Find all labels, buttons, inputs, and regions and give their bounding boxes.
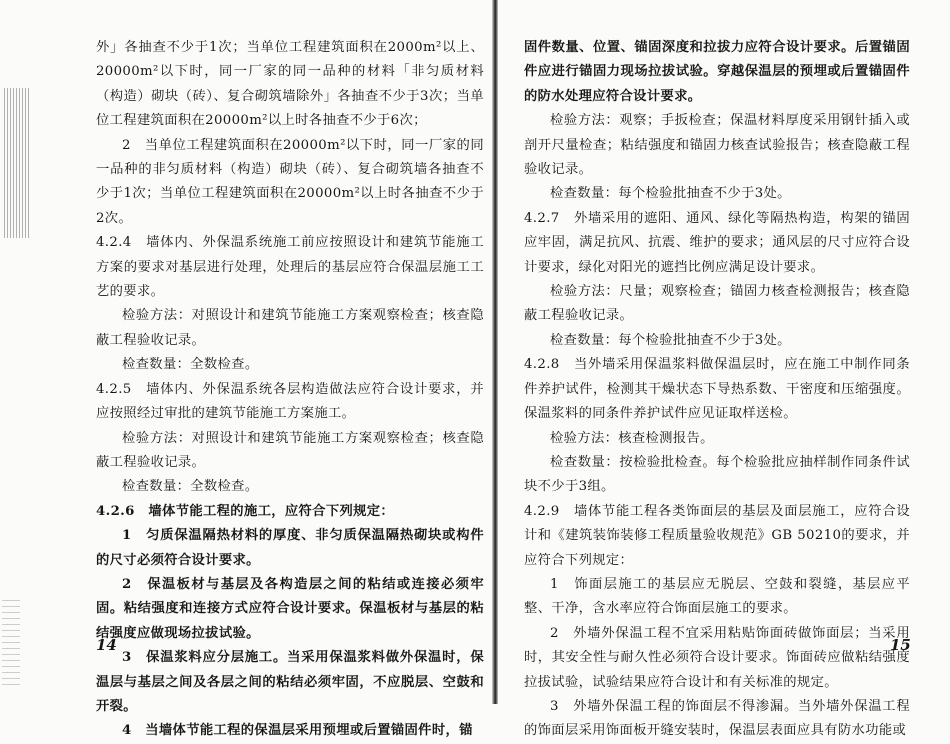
paragraph: 4.2.4 墙体内、外保温系统施工前应按照设计和建筑节能施工方案的要求对基层进行处理，处理后的基层应符合保温层施工工艺的要求。	[96, 235, 484, 300]
paragraph: 4.2.6 墙体节能工程的施工，应符合下列规定：	[96, 503, 395, 519]
paragraph: 4.2.9 墙体节能工程各类饰面层的基层及面层施工，应符合设计和《建筑装饰装修工程质量验收规范》GB 50210的要求，并应符合下列规定：	[524, 503, 910, 568]
page-number-right: 15	[890, 636, 911, 654]
paragraph: 3 保温浆料应分层施工。当采用保温浆料做外保温时，保温层与基层之间及各层之间的粘结必须牢固，不应脱层、空鼓和开裂。	[96, 650, 484, 714]
paragraph: 外」各抽查不少于1次；当单位工程建筑面积在2000m²以上、20000m²以下时，同一厂家的同一品种的材料「非匀质材料（构造）砌块（砖）、复合砌筑墙除外」各抽查不少于3次；当单位工程建筑面积在20000m²以上时各抽查不少于6次；	[96, 40, 484, 129]
book-spine	[492, 0, 498, 704]
paragraph: 检验方法：核查检测报告。	[550, 430, 714, 446]
paragraph: 检查数量：每个检验批抽查不少于3处。	[550, 332, 791, 348]
paragraph: 3 外墙外保温工程的饰面层不得渗漏。当外墙外保温工程的饰面层采用饰面板开缝安装时，保温层表面应具有防水功能或	[524, 698, 910, 739]
paragraph: 检查数量：按检验批检查。每个检验批应抽样制作同条件试块不少于3组。	[524, 454, 910, 495]
paragraph: 4.2.8 当外墙采用保温浆料做保温层时，应在施工中制作同条件养护试件，检测其干燥状态下导热系数、干密度和压缩强度。保温浆料的同条件养护试件应见证取样送检。	[524, 357, 910, 422]
page-number-left: 14	[96, 636, 117, 654]
paragraph: 1 匀质保温隔热材料的厚度、非匀质保温隔热砌块或构件的尺寸必须符合设计要求。	[96, 528, 484, 568]
paragraph: 检查数量：全数检查。	[122, 479, 259, 495]
paragraph: 检验方法：对照设计和建筑节能施工方案观察检查；核查隐蔽工程验收记录。	[96, 430, 484, 470]
paragraph: 2 当单位工程建筑面积在20000m²以下时，同一厂家的同一品种的非匀质材料（构造）砌块（砖）、复合砌筑墙各抽查不少于1次；当单位工程建筑面积在20000m²以上时各抽查不少于2次。	[96, 137, 484, 226]
paragraph: 4.2.5 墙体内、外保温系统各层构造做法应符合设计要求，并应按照经过审批的建筑节能施工方案施工。	[96, 381, 484, 422]
paragraph: 固件数量、位置、锚固深度和拉拔力应符合设计要求。后置锚固件应进行锚固力现场拉拔试验。穿越保温层的预埋或后置锚固件的防水处理应符合设计要求。	[524, 40, 910, 104]
scan-edge-artifact	[2, 600, 20, 690]
paragraph: 检验方法：尺量；观察检查；锚固力核查检测报告；核查隐蔽工程验收记录。	[524, 284, 910, 324]
paragraph: 4.2.7 外墙采用的遮阳、通风、绿化等隔热构造，构架的锚固应牢固，满足抗风、抗震、维护的要求；通风层的尺寸应符合设计要求，绿化对阳光的遮挡比例应满足设计要求。	[524, 210, 910, 275]
paragraph: 检验方法：对照设计和建筑节能施工方案观察检查；核查隐蔽工程验收记录。	[96, 308, 484, 348]
paragraph: 检验方法：观察；手扳检查；保温材料厚度采用钢针插入或剖开尺量检查；粘结强度和锚固力核查试验报告；核查隐蔽工程验收记录。	[524, 113, 910, 178]
paragraph: 2 外墙外保温工程不宜采用粘贴饰面砖做饰面层；当采用时，其安全性与耐久性必须符合设计要求。饰面砖应做粘结强度拉拔试验，试验结果应符合设计和有关标准的规定。	[524, 625, 910, 690]
paragraph: 检查数量：每个检验批抽查不少于3处。	[550, 186, 791, 202]
right-page	[500, 0, 950, 739]
paragraph: 检查数量：全数检查。	[122, 357, 259, 373]
left-page-text	[96, 36, 484, 744]
paragraph: 4 当墙体节能工程的保温层采用预埋或后置锚固件时，锚	[122, 723, 473, 739]
scan-binding-artifact	[4, 88, 30, 238]
paragraph: 1 饰面层施工的基层应无脱层、空鼓和裂缝，基层应平整、干净，含水率应符合饰面层施工的要求。	[524, 576, 910, 617]
right-page-text	[524, 36, 910, 744]
paragraph: 2 保温板材与基层及各构造层之间的粘结或连接必须牢固。粘结强度和连接方式应符合设计要求。保温板材与基层的粘结强度应做现场拉拔试验。	[96, 576, 484, 641]
